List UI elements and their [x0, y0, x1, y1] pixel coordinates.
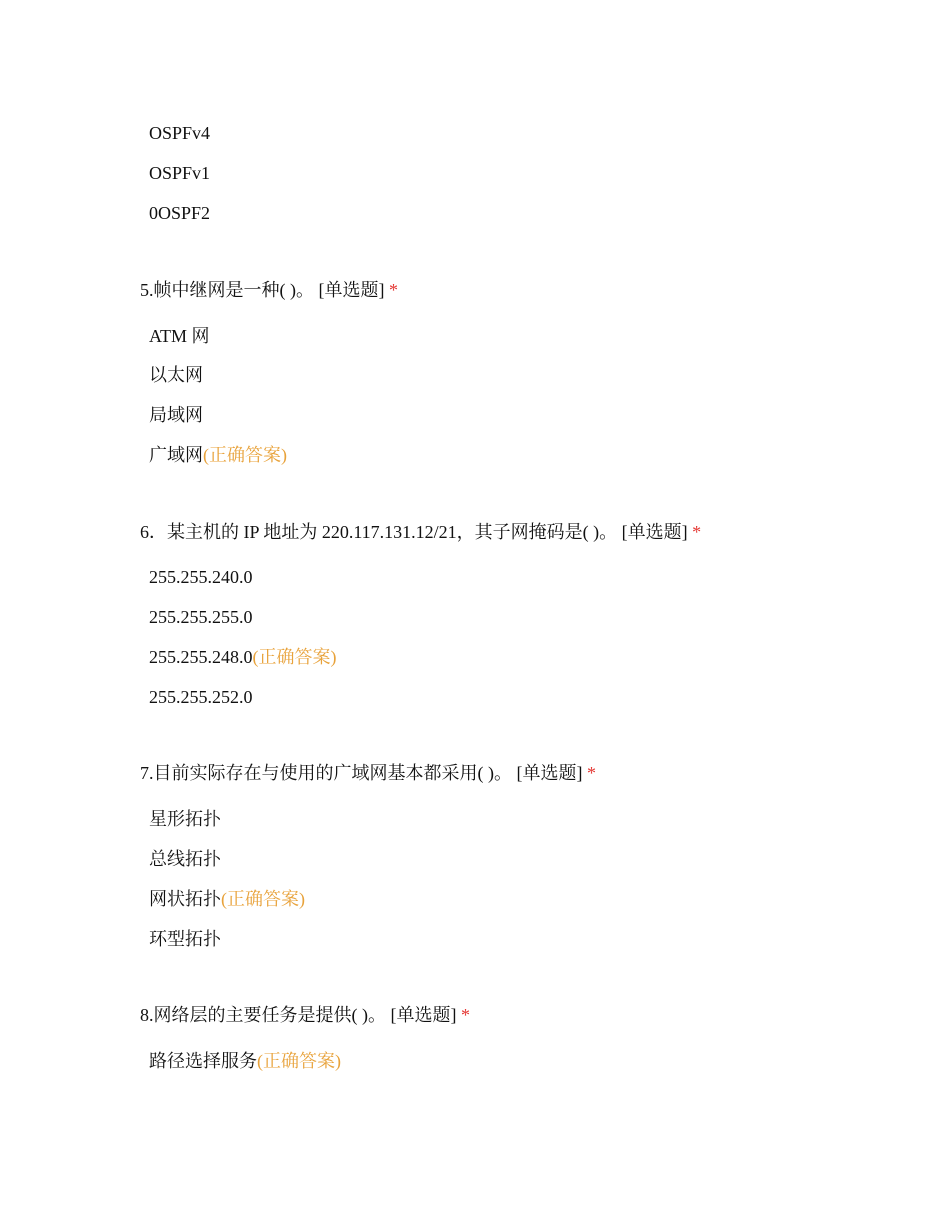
question-5-option-c[interactable] — [149, 403, 203, 427]
option-text: 广域网 — [149, 445, 203, 465]
question-6-option-b[interactable] — [149, 605, 253, 629]
option-text: 255.255.252.0 — [149, 687, 253, 707]
question-7-option-a[interactable] — [149, 807, 221, 831]
required-mark: * — [692, 522, 702, 542]
question-5-option-a[interactable] — [149, 324, 210, 348]
required-mark: * — [389, 280, 398, 300]
option-text: 255.255.240.0 — [149, 567, 253, 587]
option-text: 总线拓扑 — [149, 849, 221, 869]
correct-answer-tag: (正确答案) — [203, 445, 287, 465]
question-text: 5.帧中继网是一种( )。 — [140, 280, 314, 300]
option-0ospf2[interactable] — [149, 201, 210, 225]
option-text: OSPFv1 — [149, 163, 211, 183]
question-7-option-d[interactable] — [149, 927, 221, 951]
correct-answer-tag: (正确答案) — [252, 647, 337, 667]
question-8-option-a[interactable] — [149, 1049, 341, 1073]
required-mark: * — [587, 763, 596, 783]
question-6-option-d[interactable] — [149, 685, 253, 709]
option-text: 环型拓扑 — [149, 929, 221, 949]
option-text: ATM 网 — [149, 326, 210, 346]
required-mark: * — [461, 1005, 470, 1025]
option-text: 局域网 — [149, 405, 203, 425]
question-type-tag: [单选题] — [621, 522, 688, 542]
question-7-title — [140, 761, 596, 785]
option-text: 星形拓扑 — [149, 809, 221, 829]
correct-answer-tag: (正确答案) — [257, 1051, 341, 1071]
question-text: 6．某主机的 IP 地址为 220.117.131.12/21，其子网掩码是( )。 — [140, 522, 618, 542]
question-7-option-b[interactable] — [149, 847, 221, 871]
question-5-option-d[interactable] — [149, 443, 287, 467]
question-7-option-c[interactable] — [149, 887, 305, 911]
question-5-option-b[interactable] — [149, 363, 203, 387]
option-ospfv4[interactable] — [149, 121, 210, 145]
option-text: 0OSPF2 — [149, 203, 211, 223]
question-type-tag: [单选题] — [516, 763, 583, 783]
question-text: 7.目前实际存在与使用的广域网基本都采用( )。 — [140, 763, 512, 783]
question-8-title — [140, 1003, 470, 1027]
question-6-option-c[interactable] — [149, 645, 337, 669]
option-text: 路径选择服务 — [149, 1051, 257, 1071]
question-6-title — [140, 520, 701, 544]
question-type-tag: [单选题] — [318, 280, 385, 300]
option-text: 255.255.255.0 — [149, 607, 253, 627]
question-5-title — [140, 278, 398, 302]
option-ospfv1[interactable] — [149, 161, 210, 185]
option-text: 255.255.248.0 — [149, 647, 253, 667]
option-text: 以太网 — [149, 365, 203, 385]
correct-answer-tag: (正确答案) — [221, 889, 305, 909]
question-6-option-a[interactable] — [149, 565, 253, 589]
option-text: OSPFv4 — [149, 123, 211, 143]
question-text: 8.网络层的主要任务是提供( )。 — [140, 1005, 386, 1025]
question-type-tag: [单选题] — [390, 1005, 457, 1025]
option-text: 网状拓扑 — [149, 889, 221, 909]
